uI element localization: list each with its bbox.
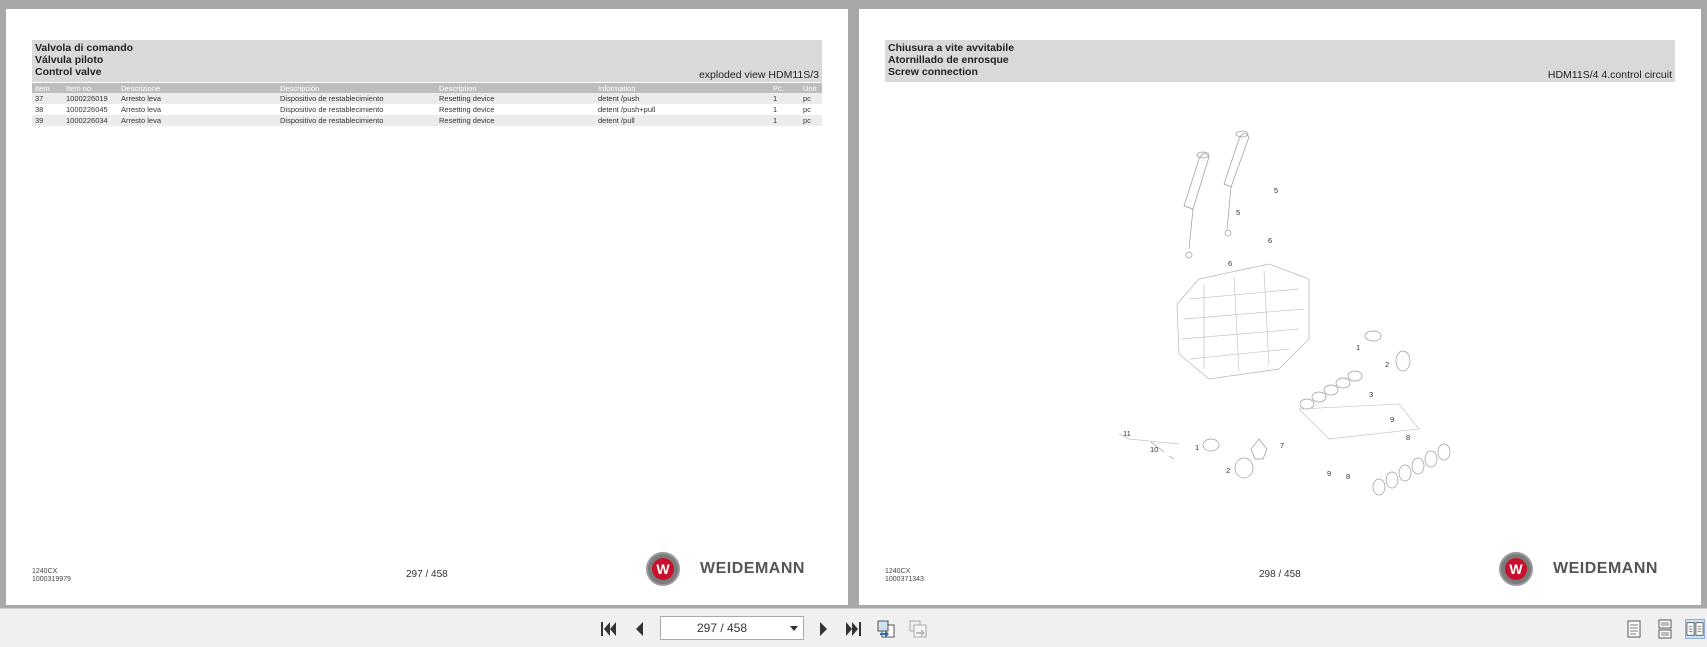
weidemann-logo-icon: W	[646, 552, 680, 586]
cell-descrizione: Arresto leva	[118, 104, 277, 115]
page-number-field[interactable]	[660, 616, 804, 640]
cell-item-no: 1000226019	[63, 93, 118, 104]
callout-label: 8	[1346, 472, 1351, 481]
weidemann-logo-icon: W	[1499, 552, 1533, 586]
two-page-view-icon[interactable]	[1685, 619, 1705, 639]
doc-number: 1000371343	[885, 576, 924, 583]
table-row	[32, 104, 822, 115]
right-page	[859, 9, 1701, 605]
title-spanish: Atornillado de enrosque	[888, 54, 1009, 66]
cell-item-no: 1000226045	[63, 104, 118, 115]
callout-label: 6	[1228, 259, 1233, 268]
cell-information: detent /pull	[595, 115, 770, 126]
page-number: 298 / 458	[1259, 569, 1301, 580]
callout-label: 3	[1369, 390, 1374, 399]
cell-descrizione: Arresto leva	[118, 115, 277, 126]
doc-number: 1000319979	[32, 576, 71, 583]
single-page-view-icon[interactable]	[1624, 619, 1644, 639]
brand-name: WEIDEMANN	[700, 560, 805, 577]
cell-item-no: 1000226034	[63, 115, 118, 126]
cell-descripcion: Dispositivo de restablecimiento	[277, 104, 436, 115]
column-header: Descripción	[277, 83, 436, 93]
callout-label: 10	[1150, 445, 1159, 454]
go-back-icon[interactable]	[876, 619, 896, 639]
cell-descripcion: Dispositivo de restablecimiento	[277, 93, 436, 104]
cell-pc: 1	[770, 104, 800, 115]
callout-label: 1	[1356, 343, 1361, 352]
table-row	[32, 93, 822, 104]
callout-label: 8	[1406, 433, 1411, 442]
cell-item: 37	[32, 93, 63, 104]
header-subtitle: HDM11S/4 4.control circuit	[1547, 69, 1672, 81]
column-header: Descrizione	[118, 83, 277, 93]
column-header: Pc.	[770, 83, 800, 93]
cell-descripcion: Dispositivo de restablecimiento	[277, 115, 436, 126]
cell-item: 38	[32, 104, 63, 115]
title-english: Screw connection	[888, 66, 978, 78]
cell-item: 39	[32, 115, 63, 126]
callout-label: 5	[1274, 186, 1279, 195]
exploded-view-drawing	[859, 9, 1701, 605]
first-page-icon[interactable]	[599, 619, 619, 639]
parts-table	[32, 83, 822, 126]
callout-label: 11	[1123, 429, 1131, 438]
title-english: Control valve	[35, 66, 102, 78]
document-code	[32, 568, 71, 584]
callout-label: 9	[1390, 415, 1395, 424]
callout-label: 6	[1268, 236, 1273, 245]
last-page-icon[interactable]	[843, 619, 863, 639]
cell-information: detent /push+pull	[595, 104, 770, 115]
previous-page-icon[interactable]	[630, 619, 650, 639]
callout-label: 9	[1327, 469, 1332, 478]
cell-pc: 1	[770, 93, 800, 104]
table-header-row	[32, 83, 822, 93]
column-header: Unit	[800, 83, 822, 93]
cell-description: Resetting device	[436, 93, 595, 104]
cell-unit: pc	[800, 93, 822, 104]
column-header: Item no.	[63, 83, 118, 93]
callout-label: 2	[1226, 466, 1231, 475]
left-page	[6, 9, 848, 605]
cell-information: detent /push	[595, 93, 770, 104]
model-code: 1240CX	[32, 568, 58, 575]
page-header	[32, 40, 822, 82]
viewer-toolbar	[0, 608, 1707, 647]
header-subtitle: exploded view HDM11S/3	[698, 69, 819, 81]
continuous-view-icon[interactable]	[1655, 619, 1675, 639]
document-code	[885, 568, 924, 584]
cell-pc: 1	[770, 115, 800, 126]
chevron-down-icon[interactable]	[789, 623, 799, 633]
cell-descrizione: Arresto leva	[118, 93, 277, 104]
column-header: Description	[436, 83, 595, 93]
page-number-input[interactable]	[661, 617, 783, 639]
model-code: 1240CX	[885, 568, 911, 575]
next-page-icon[interactable]	[813, 619, 833, 639]
title-italian: Valvola di comando	[35, 42, 134, 54]
cell-description: Resetting device	[436, 104, 595, 115]
callout-label: 2	[1385, 360, 1390, 369]
page-number: 297 / 458	[406, 569, 448, 580]
table-row	[32, 115, 822, 126]
brand-name: WEIDEMANN	[1553, 560, 1658, 577]
callout-label: 7	[1280, 441, 1285, 450]
go-forward-icon[interactable]	[908, 619, 928, 639]
callout-label: 5	[1236, 208, 1241, 217]
column-header: Item	[32, 83, 63, 93]
cell-unit: pc	[800, 104, 822, 115]
title-italian: Chiusura a vite avvitabile	[888, 42, 1015, 54]
callout-label: 1	[1195, 443, 1200, 452]
cell-description: Resetting device	[436, 115, 595, 126]
title-spanish: Válvula piloto	[35, 54, 104, 66]
cell-unit: pc	[800, 115, 822, 126]
column-header: Information	[595, 83, 770, 93]
